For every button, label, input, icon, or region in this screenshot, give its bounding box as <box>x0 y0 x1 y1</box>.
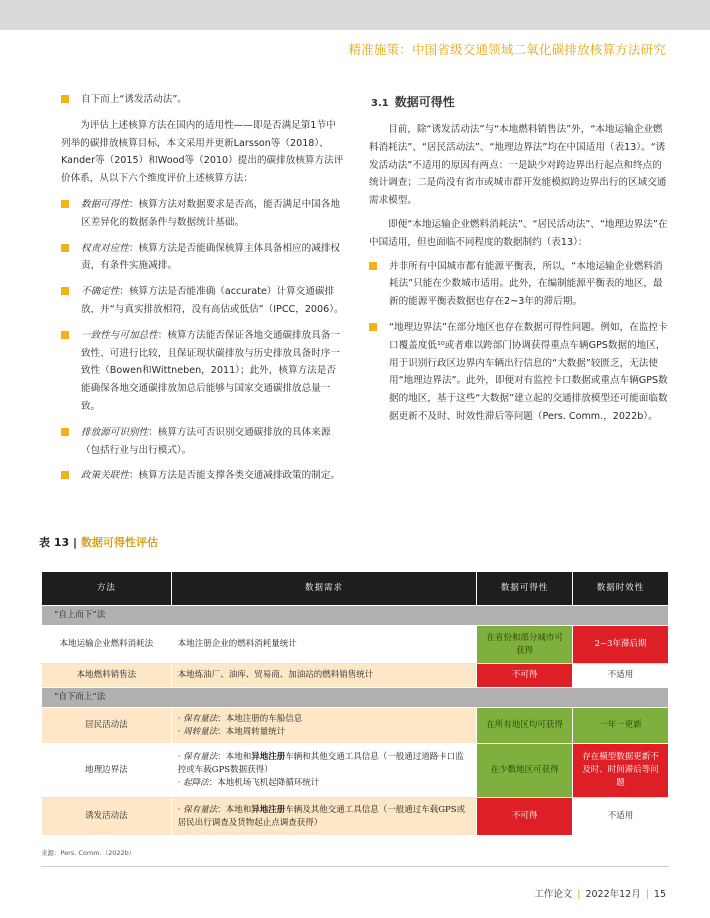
bullet-square-icon <box>369 262 377 270</box>
criterion-item <box>61 240 345 276</box>
section-number: 3.1 <box>371 98 389 109</box>
paragraph: 目前，除“诱发活动法”与“本地燃料销售法”外，“本地运输企业燃料消耗法”、“居民活动法”、“地理边界法”均在中国适用（表13）。“诱发活动法”不适用的原因有两点：一是缺少对跨边界出行起点和终点的统计调查；二是尚没有省市或城市群开发能模拟跨边界出行的区域交通需求模型。 <box>369 124 667 207</box>
method-cell: 本地燃料销售法 <box>42 664 172 688</box>
criterion-text: ：核算方法是否能准确（accurate）计算交通碳排放，并“与真实排放相符，没有高估或低估”（IPCC，2006）。 <box>81 286 344 315</box>
criterion-item <box>61 467 345 485</box>
method-cell: 居民活动法 <box>42 708 172 744</box>
criterion-text: ：核算方法可否识别交通碳排放的具体来源（包括行业与出行模式）。 <box>81 426 331 456</box>
need-text: ：本地和 <box>217 804 252 815</box>
table-row <box>42 744 669 798</box>
bullet-square-icon <box>61 244 69 252</box>
list-item <box>369 258 671 311</box>
criterion-text: ：核算方法能否保证各地交通碳排放具备一致性、可进行比较，且保证现状碳排放与历史排放具备时序一致性（Bowen和Wittneben，2011）；此外，核算方法是否能确保各地交通碳排放加总后能够与国家交通碳排放总量一致。 <box>81 329 341 412</box>
table-row <box>42 664 669 688</box>
bullet-square-icon <box>61 471 69 479</box>
criterion-text: ：核算方法对数据要求是否高，能否满足中国各地区差异化的数据条件与数据统计基础。 <box>81 198 341 228</box>
criteria-list <box>61 196 345 485</box>
need-cell: 本地注册企业的燃料消耗量统计 <box>171 626 476 664</box>
table-row <box>42 626 669 664</box>
need-text: ：本地和 <box>217 752 252 762</box>
need-text: ：本地机场飞机起降循环统计 <box>208 778 320 788</box>
need-cell <box>171 798 476 836</box>
table-row <box>42 708 669 744</box>
intro-paragraph: 为评估上述核算方法在国内的适用性——即是否满足第1节中列举的碳排放核算目标，本文采用并更新Larsson等（2018）、Kander等（2015）和Wood等（2010）提出的碳排放核算方法评价体系，从以下六个维度评价上述核算方法： <box>61 119 344 185</box>
table-group-row <box>42 606 669 626</box>
table-number: 表 13 | <box>39 536 77 549</box>
list-item <box>369 319 671 426</box>
need-term: 保有量法 <box>183 804 218 815</box>
footer-separator: | <box>645 889 649 900</box>
list-item <box>61 91 345 109</box>
need-text: 车辆及其他交通工具信息（一般通过车载GPS或居民出行调查及货物起止点调查获得） <box>177 804 466 828</box>
need-line: · 保有量法：本地和异地注册车辆及其他交通工具信息（一般通过车载GPS或居民出行调查及货物起止点调查获得） <box>177 804 466 828</box>
need-cell: 本地炼油厂、油库、贸易商、加油站的燃料销售统计 <box>171 664 476 688</box>
availability-cell: 在省份和部分城市可获得 <box>477 626 573 664</box>
bullet-text: 自下而上“诱发活动法”。 <box>81 94 187 105</box>
top-bar <box>0 0 710 30</box>
availability-cell: 在少数地区可获得 <box>477 744 573 798</box>
criterion-item <box>61 283 345 319</box>
table-source: 来源：Pers. Comm.（2022b） <box>41 849 136 857</box>
right-column <box>369 121 671 426</box>
footer-date: 2022年12月 <box>585 889 641 900</box>
need-line: · 保有量法：本地和异地注册车辆和其他交通工具信息（一般通过道路卡口监控或车载GPS数据获得） <box>177 752 464 775</box>
bullet-square-icon <box>61 200 69 208</box>
bullet-square-icon <box>369 323 377 331</box>
table-header-row <box>42 572 669 606</box>
bullet-square-icon <box>61 331 69 339</box>
footer-series: 工作论文 <box>534 889 573 900</box>
need-line: · 保有量法：本地注册的车船信息 <box>177 713 303 724</box>
need-cell <box>171 708 476 744</box>
need-line: · 起降法：本地机场飞机起降循环统计 <box>177 778 320 788</box>
data-table <box>41 571 669 836</box>
need-term: 保有量法 <box>183 752 218 762</box>
need-line: · 周转量法：本地周转量统计 <box>177 726 286 737</box>
criterion-term: 数据可得性 <box>81 198 129 210</box>
method-cell: 地理边界法 <box>42 744 172 798</box>
table-caption <box>39 534 158 550</box>
need-term: 保有量法 <box>183 713 218 724</box>
criterion-item <box>61 196 345 232</box>
criterion-item <box>61 424 345 460</box>
running-header: 精准施策：中国省级交通领域二氧化碳排放核算方法研究 <box>348 42 666 57</box>
method-cell: 诱发活动法 <box>42 798 172 836</box>
timeliness-cell: 2~3年滞后期 <box>573 626 669 664</box>
group-label: “自上而下”法 <box>42 606 669 626</box>
need-emphasis: 异地注册 <box>251 752 286 762</box>
page-number: 15 <box>653 889 666 900</box>
criterion-text: ：核算方法是否能支撑各类交通减排政策的制定。 <box>128 470 341 482</box>
table-row <box>42 798 669 836</box>
column-header: 数据可得性 <box>477 572 573 606</box>
criterion-term: 权责对应性 <box>81 242 129 254</box>
availability-cell: 不可得 <box>477 664 573 688</box>
criterion-term: 一致性与可加总性 <box>81 329 158 341</box>
timeliness-cell: 不适用 <box>573 798 669 836</box>
section-title: 数据可得性 <box>394 95 455 109</box>
bullet-square-icon <box>61 428 69 436</box>
left-column <box>61 91 345 485</box>
footer-separator: | <box>577 889 581 900</box>
need-term: 起降法 <box>183 778 209 788</box>
bullet-square-icon <box>61 287 69 295</box>
column-header: 数据需求 <box>171 572 476 606</box>
criterion-item <box>61 327 345 416</box>
availability-cell: 不可得 <box>477 798 573 836</box>
criterion-term: 政策关联性 <box>81 470 129 482</box>
need-cell <box>171 744 476 798</box>
timeliness-cell: 不适用 <box>573 664 669 688</box>
criterion-term: 不确定性 <box>81 286 120 298</box>
criterion-text: ：核算方法是否能确保核算主体具备相应的减排权责，有条件实施减排。 <box>81 242 341 272</box>
group-label: “自下而上”法 <box>42 688 669 708</box>
method-cell: 本地运输企业燃料消耗法 <box>42 626 172 664</box>
table-group-row <box>42 688 669 708</box>
timeliness-cell: 存在模型数据更新不及时、时间滞后等问题 <box>573 744 669 798</box>
bullet-square-icon <box>61 95 69 103</box>
criterion-term: 排放源可识别性 <box>81 426 149 438</box>
bullet-text: “地理边界法”在部分地区也存在数据可得性问题。例如，在监控卡口覆盖度低¹⁰或者难以跨部门协调获得重点车辆GPS数据的地区，用于识别行政区边界内车辆出行信息的“大数据”较匮乏，无法使用“地理边界法”。此外，即便对有监控卡口数据或重点车辆GPS数据的地区，基于这些“大数据”建立起的交通排放模型还可能面临数据更新不及时、时效性滞后等问题（Pers. Comm.，2022b）。 <box>389 321 668 422</box>
footer-divider <box>41 866 669 867</box>
column-header: 方法 <box>42 572 172 606</box>
table-title: 数据可得性评估 <box>80 536 158 549</box>
bullet-list <box>369 258 671 426</box>
need-text: ：本地注册的车船信息 <box>217 713 303 724</box>
need-text: ：本地周转量统计 <box>217 726 286 737</box>
timeliness-cell: 一年一更新 <box>573 708 669 744</box>
need-text: 车辆和其他交通工具信息（一般通过道路卡口监控或车载GPS数据获得） <box>177 752 464 775</box>
need-term: 周转量法 <box>183 726 218 737</box>
paragraph: 即便“本地运输企业燃料消耗法”、“居民活动法”、“地理边界法”在中国适用，但也面临不同程度的数据制约（表13）： <box>369 218 668 248</box>
page-footer <box>0 886 666 900</box>
need-emphasis: 异地注册 <box>251 804 286 815</box>
bullet-text: 并非所有中国城市都有能源平衡表，所以，“本地运输企业燃料消耗法”只能在少数城市适用。此外，在编制能源平衡表的地区，最新的能源平衡表数据也存在2~3年的滞后期。 <box>389 260 663 308</box>
availability-cell: 在所有地区均可获得 <box>477 708 573 744</box>
column-header: 数据时效性 <box>573 572 669 606</box>
section-heading <box>371 93 455 110</box>
